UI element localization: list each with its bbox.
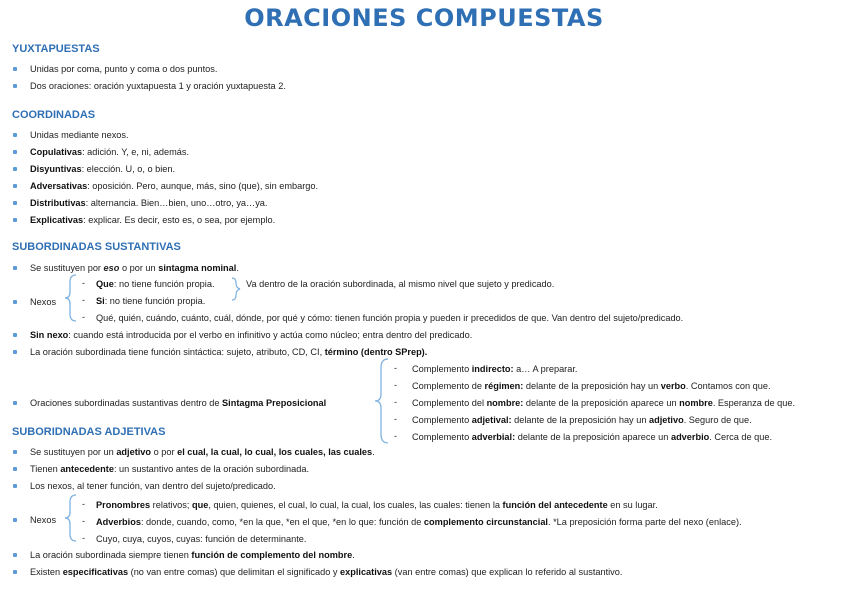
adj-line-3: Los nexos, al tener función, van dentro del sujeto/predicado. xyxy=(30,481,276,491)
dash: - xyxy=(82,278,85,288)
bullet xyxy=(13,266,17,270)
bullet xyxy=(13,184,17,188)
bullet xyxy=(13,218,17,222)
heading-yuxtapuestas: YUXTAPUESTAS xyxy=(12,43,100,55)
sust-nexos-label: Nexos xyxy=(30,297,57,307)
bullet xyxy=(13,300,17,304)
dash: - xyxy=(394,380,397,390)
heading-coordinadas: COORDINADAS xyxy=(12,109,96,121)
bullet xyxy=(13,553,17,557)
adj-line-2: Tienen antecedente: un sustantivo antes de la oración subordinada. xyxy=(30,464,310,474)
adj-line-4: La oración subordinada siempre tienen función de complemento del nombre. xyxy=(30,550,355,560)
adj-line-1: Se sustituyen por un adjetivo o por el cual, la cual, lo cual, los cuales, las cuales. xyxy=(30,447,375,457)
bullet xyxy=(13,401,17,405)
dash: - xyxy=(82,533,85,543)
comp-adverbial: Complemento adverbial: delante de la preposición aparece un adverbio. Cerca de que. xyxy=(412,432,773,442)
sust-sin-nexo: Sin nexo: cuando está introducida por el verbo en infinitivo y actúa como núcleo; entra dentro del predicado. xyxy=(30,330,473,340)
sust-funcion: La oración subordinada tiene función sintáctica: sujeto, atributo, CD, CI, término (dentro SPrep). xyxy=(30,347,428,357)
coord-explicativas: Explicativas: explicar. Es decir, esto es, o sea, por ejemplo. xyxy=(30,215,276,225)
comp-adjetival: Complemento adjetival: delante de la preposición hay un adjetivo. Seguro de que. xyxy=(412,415,752,425)
dash: - xyxy=(394,363,397,373)
sust-nexo-si: Si: no tiene función propia. xyxy=(96,296,206,306)
sust-line-1: Se sustituyen por eso o por un sintagma nominal. xyxy=(30,263,239,273)
comp-indirecto: Complemento indirecto: a… A preparar. xyxy=(412,364,578,374)
bullet xyxy=(13,201,17,205)
dash: - xyxy=(82,295,85,305)
sust-sprep: Oraciones subordinadas sustantivas dentro de Sintagma Preposicional xyxy=(30,398,327,408)
comp-nombre: Complemento del nombre: delante de la preposición aparece un nombre. Esperanza de que. xyxy=(412,398,796,408)
sust-nexo-note: Va dentro de la oración subordinada, al mismo nivel que sujeto y predicado. xyxy=(246,279,555,289)
bullet xyxy=(13,467,17,471)
bullet xyxy=(13,84,17,88)
coord-adversativas: Adversativas: oposición. Pero, aunque, más, sino (que), sin embargo. xyxy=(30,181,319,191)
comp-regimen: Complemento de régimen: delante de la preposición hay un verbo. Contamos con que. xyxy=(412,381,771,391)
bullet xyxy=(13,350,17,354)
adj-line-5: Existen especificativas (no van entre comas) que delimitan el significado y explicativas (van entre comas) que explican lo referido al sustantivo. xyxy=(30,567,623,577)
dash: - xyxy=(394,414,397,424)
coord-disyuntivas: Disyuntivas: elección. U, o, o bien. xyxy=(30,164,176,174)
bullet xyxy=(13,484,17,488)
dash: - xyxy=(82,516,85,526)
adj-nexo-pronombres: Pronombres relativos; que, quien, quienes, el cual, lo cual, la cual, los cuales, las cuales: tienen la función del antecedente en su lugar. xyxy=(96,500,658,510)
bullet xyxy=(13,570,17,574)
adj-nexo-cuyo: Cuyo, cuya, cuyos, cuyas: función de determinante. xyxy=(96,534,307,544)
bullet xyxy=(13,133,17,137)
coord-copulativas: Copulativas: adición. Y, e, ni, además. xyxy=(30,147,189,157)
dash: - xyxy=(82,312,85,322)
dash: - xyxy=(82,499,85,509)
brace-close-icon xyxy=(231,277,241,301)
bullet xyxy=(13,67,17,71)
bullet xyxy=(13,150,17,154)
bullet xyxy=(13,518,17,522)
heading-sustantivas: SUBORDINADAS SUSTANTIVAS xyxy=(12,241,181,253)
yuxt-item-2: Dos oraciones: oración yuxtapuesta 1 y oración yuxtapuesta 2. xyxy=(30,81,286,91)
dash: - xyxy=(394,431,397,441)
bullet xyxy=(13,167,17,171)
page-title: ORACIONES COMPUESTAS xyxy=(244,4,604,32)
sust-nexo-interrogativos: Qué, quién, cuándo, cuánto, cuál, dónde, por qué y cómo: tienen función propia y pueden ir precedidos de que. Van dentro del sujeto/predicado. xyxy=(96,313,684,323)
adj-nexos-label: Nexos xyxy=(30,515,57,525)
heading-adjetivas: SUBORIDNADAS ADJETIVAS xyxy=(12,426,166,438)
sust-nexo-que: Que: no tiene función propia. xyxy=(96,279,215,289)
brace-icon xyxy=(64,494,78,542)
yuxt-item-1: Unidas por coma, punto y coma o dos puntos. xyxy=(30,64,218,74)
coord-intro: Unidas mediante nexos. xyxy=(30,130,129,140)
bullet xyxy=(13,450,17,454)
brace-icon xyxy=(374,358,390,444)
bullet xyxy=(13,333,17,337)
brace-icon xyxy=(64,274,78,322)
dash: - xyxy=(394,397,397,407)
coord-distributivas: Distributivas: alternancia. Bien…bien, uno…otro, ya…ya. xyxy=(30,198,268,208)
adj-nexo-adverbios: Adverbios: donde, cuando, como, *en la que, *en el que, *en lo que: función de complemento circunstancial. *La preposición forma parte del nexo (enlace). xyxy=(96,517,742,527)
